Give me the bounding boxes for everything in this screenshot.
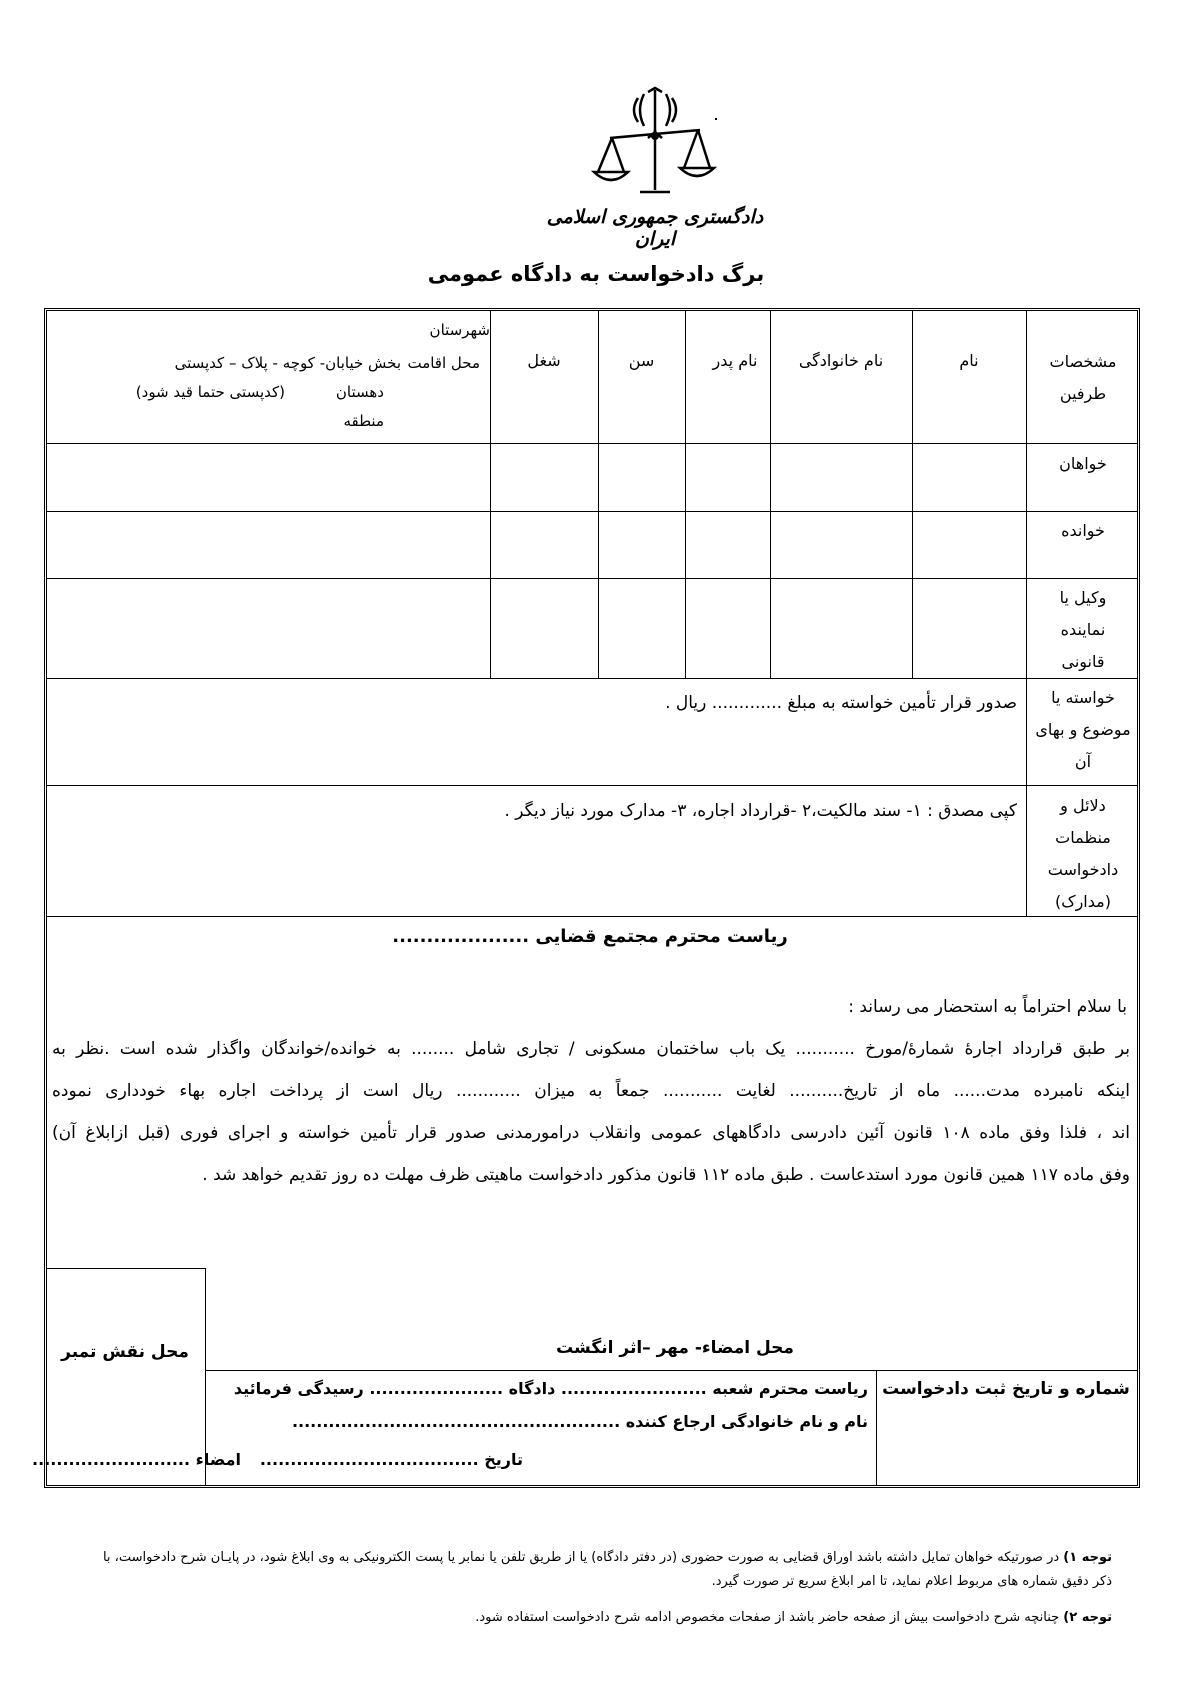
referral-line: ریاست محترم شعبه ........................ دادگاه ...................... رسیدگی فرمائید [233, 1379, 868, 1398]
claim-value: صدور قرار تأمین خواسته به مبلغ ............. ریال . [665, 693, 1017, 713]
address-region: منطقه [343, 412, 384, 430]
col-last-name: نام خانوادگی [798, 351, 884, 370]
evidence-value: کپی مصدق : ۱- سند مالکیت،۲ -قرارداد اجاره، ۳- مدارک مورد نیاز دیگر . [504, 801, 1017, 821]
col-first-name: نام [959, 351, 979, 370]
registration-label: شماره و تاریخ ثبت دادخواست [882, 1379, 1130, 1399]
org-logo-text: دادگستری جمهوری اسلامی ایران [546, 206, 764, 250]
address-district: دهستان [335, 383, 384, 401]
petition-line-2: اینکه نامبرده مدت...... ماه از تاریخ.......... لغایت ........... جمعاً به میزان ............ ریال است از پرداخت اجاره بهاء خودداری نموده [52, 1081, 1130, 1101]
evidence-label: دلائل و منظمات دادخواست (مدارک) [1047, 796, 1119, 911]
signature-place-label: محل امضاء- مهر –اثر انگشت [556, 1338, 794, 1358]
form-title: برگ دادخواست به دادگاه عمومی [427, 262, 765, 286]
row-defendant: خوانده [1061, 521, 1105, 540]
address-label: محل اقامت [407, 354, 480, 372]
speck [715, 118, 717, 120]
col-father-name: نام پدر [712, 351, 758, 370]
col-age: سن [628, 351, 655, 370]
row-plaintiff: خواهان [1059, 454, 1107, 473]
note-1 [80, 1546, 1112, 1594]
note-2 [80, 1606, 1112, 1630]
row-attorney: وکیل یا نماینده قانونی [1059, 588, 1107, 671]
form-frame [44, 308, 1140, 1488]
claim-label: خواسته یا موضوع و بهای آن [1035, 688, 1131, 771]
note-2-label: توجه ۲) [1063, 1610, 1112, 1625]
referrer-line: نام و نام خانوادگی ارجاع کننده ...................................................... [291, 1412, 868, 1431]
parties-header: مشخصات طرفین [1049, 352, 1117, 403]
judiciary-emblem-icon [590, 86, 720, 206]
address-section-line: بخش خیابان- کوچه - پلاک – کدپستی [174, 354, 401, 372]
sign-field: امضاء .......................... [32, 1450, 241, 1469]
col-occupation: شغل [527, 351, 561, 370]
stamp-place-label: محل نقش تمبر [61, 1342, 189, 1362]
date-field: تاریخ .................................... [259, 1450, 523, 1469]
petition-greeting: با سلام احتراماً به استحضار می رساند : [848, 997, 1127, 1017]
petition-line-1: بر طبق قرارداد اجارۀ شمارۀ/مورخ ........... یک باب ساختمان مسکونی / تجاری شامل ........ به خوانده/خواندگان واگذار شده است .نظر به [52, 1039, 1130, 1059]
note-2-text: چنانچه شرح دادخواست بیش از صفحه حاضر باشد از صفحات مخصوص ادامه شرح دادخواست استفاده شود. [475, 1610, 1060, 1625]
petition-line-3: اند ، فلذا وفق ماده ۱۰۸ قانون آئین دادرسی دادگاههای عمومی وانقلاب درامورمدنی صدور قرار تأمین خواسته و اجرای فوری (قبل ازابلاغ آن) [52, 1123, 1130, 1143]
address-postal-note: (کدپستی حتما قید شود) [135, 383, 285, 401]
address-city: شهرستان [429, 321, 490, 339]
petition-addressee: ریاست محترم مجتمع قضایی .................... [392, 926, 788, 947]
note-1-label: توجه ۱) [1063, 1550, 1112, 1565]
note-1-text: در صورتیکه خواهان تمایل داشته باشد اوراق قضایی به صورت حضوری (در دفتر دادگاه) یا از طریق تلفن یا نمابر یا پست الکترونیکی به وی ابلاغ شود، در پایـان شرح دادخواست، با ذکر دقیق شماره های مربوط اعلام نماید، تا امر ابلاغ سریع تر صورت گیرد. [102, 1550, 1112, 1589]
petition-line-4: وفق ماده ۱۱۷ همین قانون مورد استدعاست . طبق ماده ۱۱۲ قانون مذکور دادخواست ماهیتی ظرف مهلت ده روز تقدیم خواهد شد . [202, 1165, 1130, 1185]
